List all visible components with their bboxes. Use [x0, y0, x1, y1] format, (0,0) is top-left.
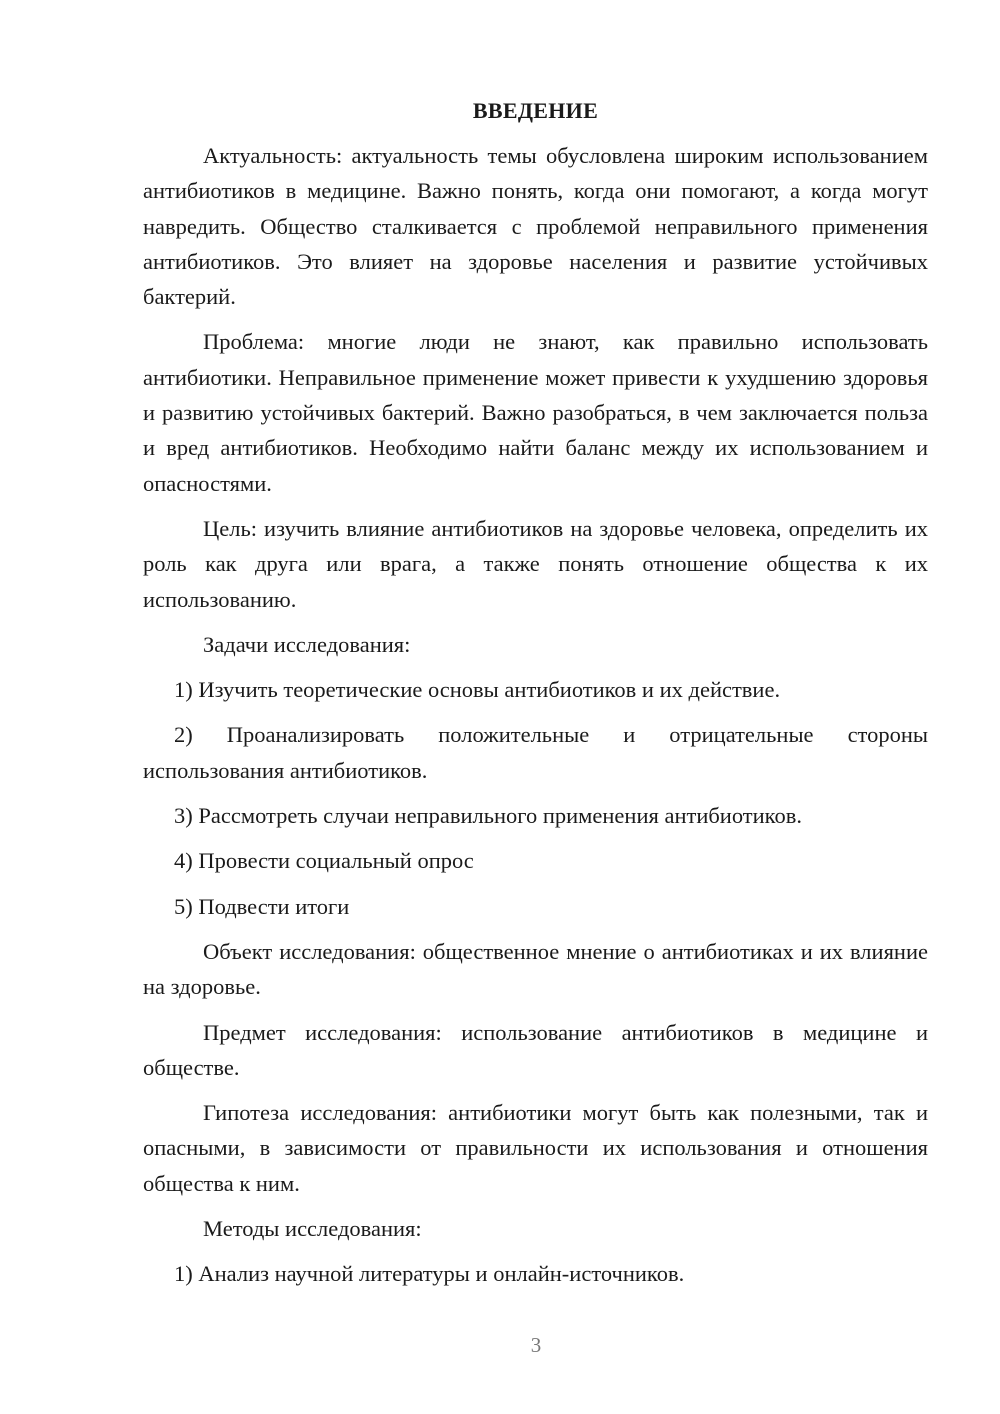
paragraph-problem: Проблема: многие люди не знают, как правильно использовать антибиотики. Неправильное применение может привести к ухудшению здоровья и развитию устойчивых бактерий. Важно разобраться, в чем заключается польза и вред антибиотиков. Необходимо найти баланс между их использованием и опасностями. [143, 329, 928, 496]
paragraph-methods-heading: Методы исследования: [203, 1216, 422, 1242]
paragraph-relevance: Актуальность: актуальность темы обусловлена широким использованием антибиотиков в медицине. Важно понять, когда они помогают, а когда могут навредить. Общество сталкивается с проблемой неправильного применения антибиотиков. Это влияет на здоровье населения и развитие устойчивых бактерий. [143, 143, 928, 310]
paragraph-subject: Предмет исследования: использование антибиотиков в медицине и обществе. [143, 1019, 928, 1080]
page-number: 3 [530, 1333, 542, 1357]
task-item-1: 1) Изучить теоретические основы антибиотиков и их действие. [174, 677, 781, 703]
page-body [143, 96, 928, 1302]
task-item-3: 3) Рассмотреть случаи неправильного применения антибиотиков. [174, 803, 802, 829]
paragraph-tasks-heading: Задачи исследования: [203, 631, 411, 657]
section-heading: ВВЕДЕНИЕ [472, 98, 599, 123]
paragraph-hypothesis: Гипотеза исследования: антибиотики могут быть как полезными, так и опасными, в зависимости от правильности их использования и отношения общества к ним. [143, 1100, 928, 1196]
task-item-5: 5) Подвести итоги [174, 893, 350, 919]
task-item-4: 4) Провести социальный опрос [174, 848, 474, 874]
task-item-2: 2) Проанализировать положительные и отрицательные стороны использования антибиотиков. [143, 722, 928, 783]
paragraph-goal: Цель: изучить влияние антибиотиков на здоровье человека, определить их роль как друга или врага, а также понять отношение общества к их использованию. [143, 515, 928, 612]
method-item-1: 1) Анализ научной литературы и онлайн-источников. [174, 1261, 685, 1287]
paragraph-object: Объект исследования: общественное мнение о антибиотиках и их влияние на здоровье. [143, 938, 928, 1000]
